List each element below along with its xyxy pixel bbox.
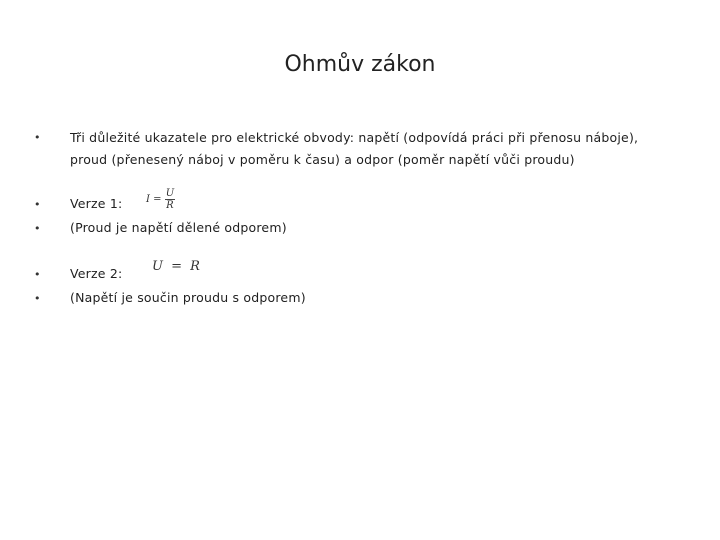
bullet-text: (Napětí je součin proudu s odporem) xyxy=(70,290,306,305)
bullet-icon: • xyxy=(34,131,41,144)
bullet-icon: • xyxy=(34,268,41,281)
bullet-icon: • xyxy=(34,222,41,235)
slide-title: Ohmův zákon xyxy=(284,52,436,77)
bullet-text: (Proud je napětí dělené odporem) xyxy=(70,220,287,235)
bullet-icon: • xyxy=(34,292,41,305)
formula-current: I = $\frac{U}{R}$ xyxy=(146,188,175,211)
bullet-text: Verze 1: xyxy=(70,196,123,211)
bullet-icon: • xyxy=(34,198,41,211)
bullet-text-line1: Tři důležité ukazatele pro elektrické obvody: napětí (odpovídá práci při přenosu náboje), xyxy=(70,130,639,145)
bullet-text-line2: proud (přenesený náboj v poměru k času) a odpor (poměr napětí vůči proudu) xyxy=(70,152,575,167)
formula-voltage: U = R xyxy=(152,259,202,274)
bullet-text: Verze 2: xyxy=(70,266,123,281)
